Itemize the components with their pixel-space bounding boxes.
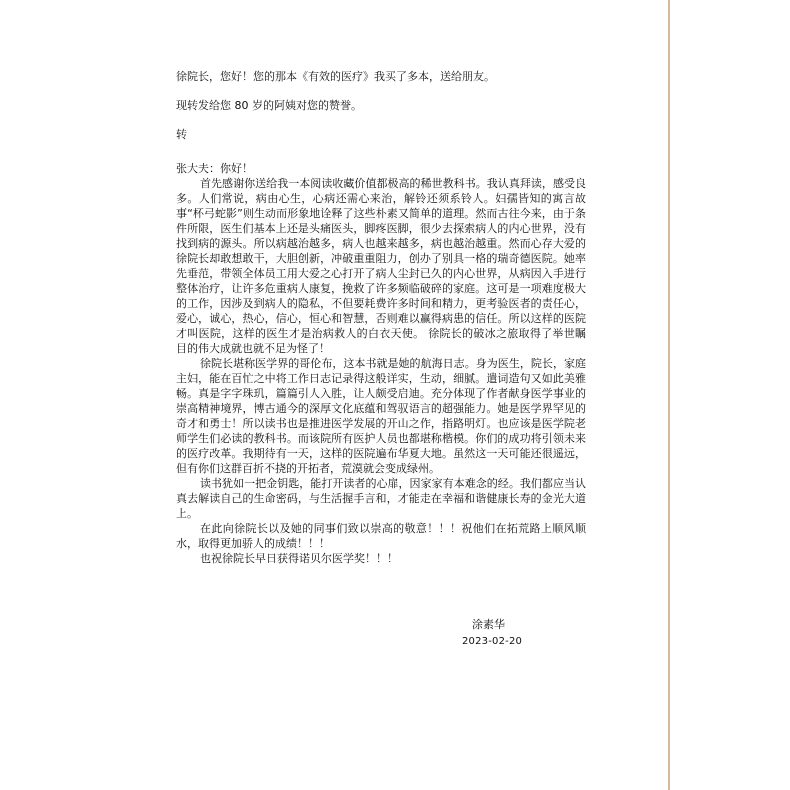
letter-date: 2023-02-20 <box>462 636 523 647</box>
intro-line-2: 现转发给您 80 岁的阿姨对您的赞誉。 <box>176 99 362 112</box>
letter-paragraph-5: 也祝徐院长早日获得诺贝尔医学奖！！！ <box>200 552 398 565</box>
letter-paragraph-2: 徐院长堪称医学界的哥伦布，这本书就是她的航海日志。身为医生，院长，家庭主妇，能在百忙之中将工作日志记录得这般详实，生动，细腻。遣词造句又如此美雅畅。真是字字珠玑，篇篇引人入胜，让人颇受启迪。充分体现了作者献身医学事业的崇高精神境界，博古通今的深厚文化底蕴和驾驭语言的超强能力。她是医学界罕见的奇才和勇士！所以读书也是推进医学发展的开山之作，指路明灯。也应该是医学院老师学生们必读的教科书。而该院所有医护人员也都堪称楷模。你们的成功将引领未来的医疗改革。我期待有一天，这样的医院遍布华夏大地。虽然这一天可能还很遥远，但有你们这群百折不挠的开拓者，荒漠就会变成绿州。 <box>176 357 586 475</box>
letter-paragraph-1: 首先感谢你送给我一本阅读收藏价值都极高的稀世教科书。我认真拜读，感受良多。人们常说，病由心生，心病还需心来治，解铃还须系铃人。妇孺皆知的寓言故事“杯弓蛇影”则生动而形象地诠释了这些朴素又简单的道理。然而古往今来，由于条件所限，医生们基本上还是头痛医头，脚疼医脚，很少去探索病人的内心世界，没有找到病的源头。所以病越治越多，病人也越来越多，病也越治越重。然而心存大爱的徐院长却敢想敢干，大胆创新，冲破重重阻力，创办了别具一格的瑞奇德医院。她率先垂范，带领全体员工用大爱之心打开了病人尘封已久的内心世界，从病因入手进行整体治疗，让许多危重病人康复，挽救了许多频临破碎的家庭。这可是一项难度极大的工作，因涉及到病人的隐私，不但要耗费许多时间和精力，更考验医者的责任心，爱心，诚心，热心，信心，恒心和智慧，否则难以赢得病患的信任。所以这样的医院才叫医院，这样的医生才是治病救人的白衣天使。 徐院长的破冰之旅取得了举世瞩目的伟大成就也就不足为怪了！ <box>176 177 586 355</box>
forward-marker: 转 <box>176 128 187 141</box>
letter-signature: 涂素华 <box>472 618 505 631</box>
letter-paragraph-4: 在此向徐院长以及她的同事们致以崇高的敬意！！！祝他们在拓荒路上顺风顺水，取得更加骄人的成绩！！！ <box>176 522 586 550</box>
letter-content <box>176 70 586 566</box>
letter-paragraph-3: 读书犹如一把金钥匙，能打开读者的心扉，因家家有本难念的经。我们都应当认真去解读自己的生命密码，与生活握手言和，才能走在幸福和谐健康长寿的金光大道上。 <box>176 477 586 520</box>
page-edge-divider <box>668 0 670 790</box>
intro-line-1: 徐院长，您好！您的那本《有效的医疗》我买了多本，送给朋友。 <box>176 70 495 83</box>
letter-greeting: 张大夫：你好！ <box>176 162 253 175</box>
